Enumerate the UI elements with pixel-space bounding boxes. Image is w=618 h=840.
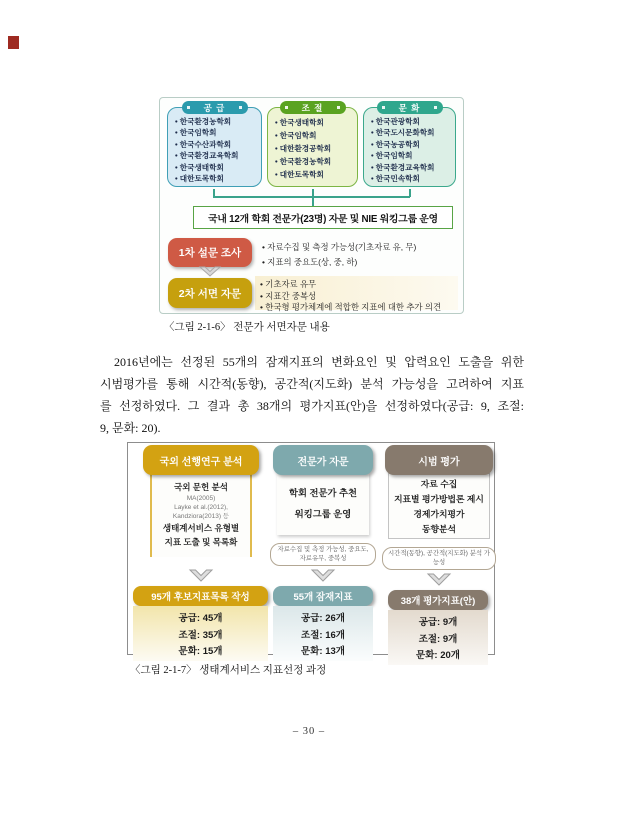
content-line: 학회 전문가 추천 <box>288 488 358 498</box>
bullet-item: • 지표의 중요도(상, 중, 하) <box>262 255 416 270</box>
header-literature-analysis: 국외 선행연구 분석 <box>143 445 259 475</box>
bullet-item: • 자료수집 및 측정 가능성(기초자료 유, 무) <box>262 240 416 255</box>
content-line: 지표 도출 및 목록화 <box>164 537 238 547</box>
society-item: • 한국환경농학회 <box>275 155 357 168</box>
content-line: 지표별 평가방법론 제시 <box>394 494 484 504</box>
society-item: • 한국관광학회 <box>371 116 455 127</box>
content-line: 자료 수집 <box>420 479 458 489</box>
paragraph-line: 2016년에는 선정된 55개의 잠재지표의 변화요인 및 압력요인 도출을 위한 <box>114 355 524 369</box>
bullet-item: • 지표간 중복성 <box>260 291 458 303</box>
result-final-indicators: 38개 평가지표(안) <box>388 590 488 610</box>
figure-indicator-selection <box>127 442 495 661</box>
pilot-content-box <box>388 473 490 539</box>
column-culture <box>363 102 456 187</box>
pill-label: 조 절 <box>301 102 324 113</box>
bullet-item: • 기초자료 유무 <box>260 279 458 291</box>
step1-bullets <box>262 240 416 269</box>
society-item: • 대한토목학회 <box>175 173 261 184</box>
column-regulation <box>267 102 358 187</box>
society-item: • 한국민속학회 <box>371 173 455 184</box>
expert-content-box <box>277 473 369 535</box>
bullet-item: • 한국형 평가체계에 적합한 지표에 대한 추가 의견 <box>260 302 458 314</box>
step2-consult-box: 2차 서면 자문 <box>168 278 252 308</box>
count-line: 조절: 9개 <box>418 633 458 645</box>
society-item: • 한국환경교육학회 <box>175 150 261 161</box>
reference-item: Layke et al.(2012), <box>174 504 228 511</box>
column-supply <box>167 102 262 187</box>
connector-line <box>312 196 314 206</box>
count-line: 공급: 9개 <box>418 617 458 628</box>
content-line: 동향분석 <box>422 524 456 534</box>
page-number: – 30 – <box>292 726 326 737</box>
counts-candidate <box>133 606 268 661</box>
content-line: 워킹그룹 운영 <box>294 509 352 519</box>
pill-dot <box>239 106 242 109</box>
reference-item: Kandziora(2013) 등 <box>172 513 230 520</box>
column-pilot-evaluation <box>385 445 493 665</box>
body-paragraph <box>100 351 524 439</box>
society-item: • 대한토목학회 <box>275 168 357 181</box>
society-item: • 한국농공학회 <box>371 139 455 150</box>
count-line: 문화: 15개 <box>178 646 223 657</box>
paragraph-line: 시범평가를 통해 시간적(동향), 공간적(지도화) 분석 가능성을 고려하여 지표 <box>100 377 524 391</box>
content-line: 경제가치평가 <box>413 509 465 519</box>
literature-content-box <box>150 473 252 557</box>
paragraph-line: 를 선정하였다. 그 결과 총 38개의 평가지표(안)을 선정하였다(공급: 9, 조절: <box>100 399 524 413</box>
pill-culture <box>377 101 443 114</box>
society-list-supply <box>168 108 261 184</box>
arrow-down-icon <box>188 569 214 583</box>
figure-expert-consultation <box>159 97 464 314</box>
count-line: 공급: 26개 <box>301 613 345 624</box>
count-line: 문화: 13개 <box>301 646 345 657</box>
step2-bullets <box>255 276 458 314</box>
count-line: 조절: 35개 <box>178 629 223 641</box>
reference-item: MA(2005) <box>186 495 216 502</box>
pill-dot <box>285 106 288 109</box>
pill-dot <box>187 106 190 109</box>
society-item: • 한국생태학회 <box>175 162 261 173</box>
society-item: • 한국도시문화학회 <box>371 127 455 138</box>
society-item: • 한국환경농학회 <box>175 116 261 127</box>
society-item: • 한국임학회 <box>371 150 455 161</box>
result-candidate-indicators: 95개 후보지표목록 작성 <box>133 586 268 606</box>
pill-dot <box>434 106 437 109</box>
count-line: 문화: 20개 <box>416 650 460 661</box>
criteria-callout: 시간적(동향), 공간적(지도화) 분석 가능성 <box>382 547 496 570</box>
pill-dot <box>337 106 340 109</box>
arrow-down-icon <box>198 266 222 278</box>
society-item: • 한국수산과학회 <box>175 139 261 150</box>
pill-supply <box>182 101 248 114</box>
society-item: • 대한환경공학회 <box>275 142 357 155</box>
pill-label: 문 화 <box>398 102 421 113</box>
content-line: 생태계서비스 유형별 <box>162 523 240 533</box>
red-mark <box>8 36 19 49</box>
pill-label: 공 급 <box>203 102 226 113</box>
working-group-box: 국내 12개 학회 전문가(23명) 자문 및 NIE 워킹그룹 운영 <box>193 206 453 229</box>
count-line: 공급: 45개 <box>178 613 223 624</box>
header-expert-consult: 전문가 자문 <box>273 445 373 475</box>
arrow-down-icon <box>310 569 336 583</box>
figure1-caption: 〈그림 2-1-6〉 전문가 서면자문 내용 <box>164 322 330 333</box>
society-item: • 한국환경교육학회 <box>371 162 455 173</box>
header-pilot-evaluation: 시범 평가 <box>385 445 493 475</box>
content-title: 국외 문헌 분석 <box>174 482 228 492</box>
pill-regulation <box>280 101 346 114</box>
counts-potential <box>273 606 373 661</box>
arrow-down-icon <box>426 573 452 587</box>
criteria-callout: 자료수집 및 측정 가능성, 중요도, 자료유무, 중복성 <box>270 543 376 566</box>
society-item: • 한국임학회 <box>275 129 357 142</box>
counts-final <box>388 610 488 665</box>
paragraph-line: 9, 문화: 20). <box>100 421 161 435</box>
society-list-regulation <box>268 108 357 181</box>
step2-bullet-strip <box>255 276 458 310</box>
count-line: 조절: 16개 <box>301 629 345 641</box>
column-expert-consult <box>273 445 373 661</box>
figure2-caption: 〈그림 2-1-7〉 생태계서비스 지표선정 과정 <box>130 665 327 676</box>
society-item: • 한국생태학회 <box>275 116 357 129</box>
society-list-culture <box>364 108 455 184</box>
pill-dot <box>382 106 385 109</box>
result-potential-indicators: 55개 잠재지표 <box>273 586 373 606</box>
society-item: • 한국임학회 <box>175 127 261 138</box>
step1-survey-box: 1차 설문 조사 <box>168 238 252 267</box>
column-literature-analysis <box>143 445 259 661</box>
